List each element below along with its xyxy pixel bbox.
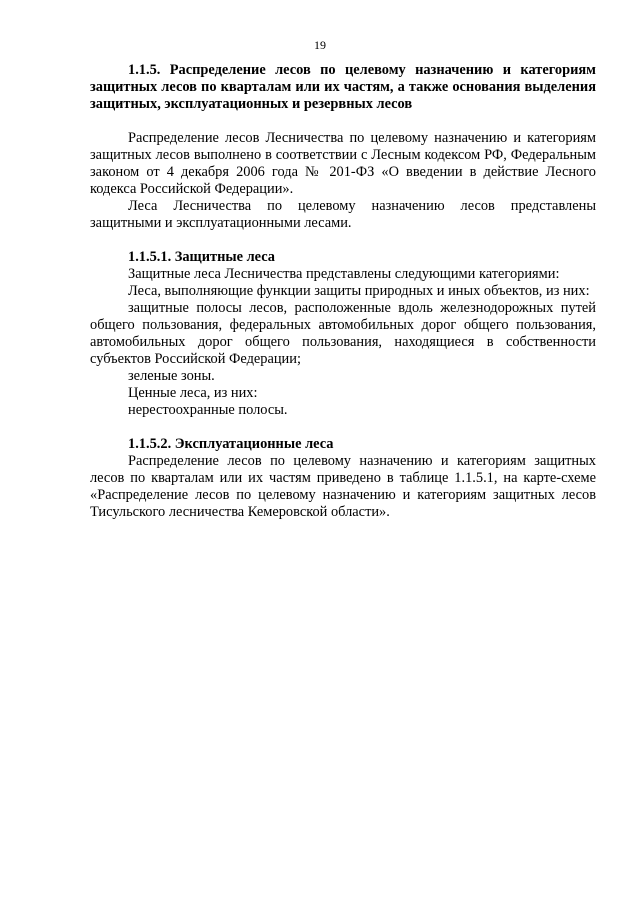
spacer	[90, 113, 596, 130]
page-content	[90, 62, 596, 521]
spacer	[90, 232, 596, 249]
subsection-paragraph: Распределение лесов по целевому назначению и категориям защитных лесов по кварталам или их частям приведено в таблице 1.1.5.1, на карте-схеме «Распределение лесов по целевому назначению и категориям защитных лесов Тисульского лесничества Кемеровской области».	[90, 453, 596, 520]
subsection-heading: 1.1.5.2. Эксплуатационные леса	[128, 436, 334, 452]
subsection-paragraph: нерестоохранные полосы.	[128, 402, 288, 418]
subsection-paragraph: зеленые зоны.	[128, 368, 215, 384]
subsection-heading: 1.1.5.1. Защитные леса	[128, 249, 275, 265]
subsection-paragraph: Ценные леса, из них:	[128, 385, 258, 401]
section-heading: 1.1.5. Распределение лесов по целевому назначению и категориям защитных лесов по кварталам или их частям, а также основания выделения защитных, эксплуатационных и резервных лесов	[90, 62, 596, 112]
section-paragraph: Леса Лесничества по целевому назначению лесов представлены защитными и эксплуатационными лесами.	[90, 198, 596, 231]
spacer	[90, 419, 596, 436]
page-number: 19	[314, 38, 326, 52]
subsection-paragraph: защитные полосы лесов, расположенные вдоль железнодорожных путей общего пользования, федеральных автомобильных дорог общего пользования, автомобильных дорог общего пользования, находящиеся в собственности субъектов Российской Федерации;	[90, 300, 596, 367]
section-paragraph: Распределение лесов Лесничества по целевому назначению и категориям защитных лесов выполнено в соответствии с Лесным кодексом РФ, Федеральным законом от 4 декабря 2006 года № 201-ФЗ «О введении в действие Лесного кодекса Российской Федерации».	[90, 130, 596, 197]
subsection-paragraph: Защитные леса Лесничества представлены следующими категориями:	[128, 266, 560, 282]
subsection-paragraph: Леса, выполняющие функции защиты природных и иных объектов, из них:	[128, 283, 590, 299]
